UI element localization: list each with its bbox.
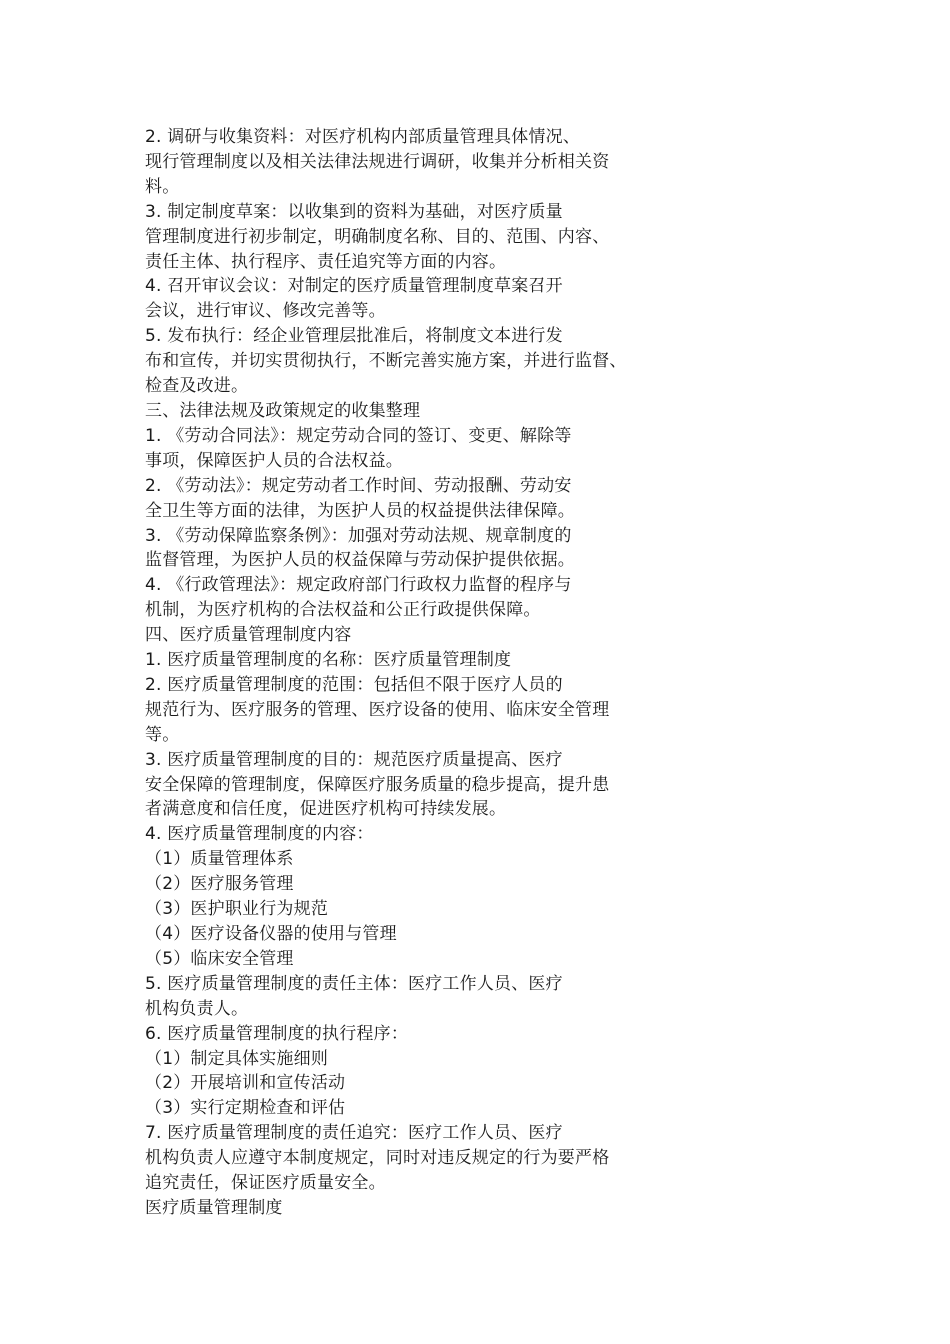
text-line: 5. 发布执行：经企业管理层批准后，将制度文本进行发: [145, 326, 563, 347]
text-line: 事项，保障医护人员的合法权益。: [145, 450, 403, 471]
text-line: 4. 医疗质量管理制度的内容：: [145, 824, 374, 845]
text-line: 机构负责人。: [145, 998, 249, 1019]
section-heading: 四、医疗质量管理制度内容: [145, 625, 352, 646]
text-line: 2. 调研与收集资料：对医疗机构内部质量管理具体情况、: [145, 127, 581, 147]
list-item: （3）医护职业行为规范: [145, 899, 329, 920]
list-item: （5）临床安全管理: [145, 948, 294, 969]
text-line: 3. 制定制度草案：以收集到的资料为基础，对医疗质量: [145, 201, 563, 222]
text-line: 监督管理，为医护人员的权益保障与劳动保护提供依据。: [145, 550, 575, 571]
text-line: 7. 医疗质量管理制度的责任追究：医疗工作人员、医疗: [145, 1123, 563, 1144]
text-line: 4. 《行政管理法》：规定政府部门行政权力监督的程序与: [145, 575, 572, 596]
text-line: 规范行为、医疗服务的管理、医疗设备的使用、临床安全管理: [145, 699, 610, 720]
text-line: 等。: [145, 724, 180, 745]
text-line: 3. 《劳动保障监察条例》：加强对劳动法规、规章制度的: [145, 525, 572, 546]
text-line: 1. 《劳动合同法》：规定劳动合同的签订、变更、解除等: [145, 425, 572, 446]
list-item: （2）医疗服务管理: [145, 874, 294, 895]
text-line: 2. 医疗质量管理制度的范围：包括但不限于医疗人员的: [145, 674, 563, 695]
text-line: 全卫生等方面的法律，为医护人员的权益提供法律保障。: [145, 500, 575, 521]
text-line: 机制，为医疗机构的合法权益和公正行政提供保障。: [145, 600, 541, 621]
text-line: 安全保障的管理制度，保障医疗服务质量的稳步提高，提升患: [145, 774, 610, 795]
list-item: （2）开展培训和宣传活动: [145, 1073, 346, 1094]
text-line: 3. 医疗质量管理制度的目的：规范医疗质量提高、医疗: [145, 749, 563, 770]
text-line: 料。: [145, 176, 180, 197]
list-item: （1）制定具体实施细则: [145, 1048, 329, 1069]
text-line: 6. 医疗质量管理制度的执行程序：: [145, 1023, 409, 1044]
list-item: （3）实行定期检查和评估: [145, 1098, 346, 1119]
text-line: 现行管理制度以及相关法律法规进行调研，收集并分析相关资: [145, 151, 610, 172]
text-line: 管理制度进行初步制定，明确制度名称、目的、范围、内容、: [145, 226, 610, 247]
text-line: 2. 《劳动法》：规定劳动者工作时间、劳动报酬、劳动安: [145, 475, 572, 496]
text-line: 5. 医疗质量管理制度的责任主体：医疗工作人员、医疗: [145, 973, 563, 994]
document-body: [145, 125, 705, 1221]
text-line: 1. 医疗质量管理制度的名称：医疗质量管理制度: [145, 650, 512, 671]
text-line: 检查及改进。: [145, 376, 249, 397]
text-line: 机构负责人应遵守本制度规定，同时对违反规定的行为要严格: [145, 1148, 610, 1169]
list-item: （4）医疗设备仪器的使用与管理: [145, 924, 397, 944]
text-line: 4. 召开审议会议：对制定的医疗质量管理制度草案召开: [145, 276, 563, 297]
text-line: 者满意度和信任度，促进医疗机构可持续发展。: [145, 799, 507, 820]
text-line: 追究责任，保证医疗质量安全。: [145, 1173, 386, 1194]
list-item: （1）质量管理体系: [145, 849, 294, 870]
text-line: 布和宣传，并切实贯彻执行，不断完善实施方案，并进行监督、: [145, 351, 627, 372]
text-line: 会议，进行审议、修改完善等。: [145, 301, 386, 322]
text-line: 医疗质量管理制度: [145, 1197, 283, 1218]
text-line: 责任主体、执行程序、责任追究等方面的内容。: [145, 251, 507, 272]
section-heading: 三、法律法规及政策规定的收集整理: [145, 400, 421, 421]
